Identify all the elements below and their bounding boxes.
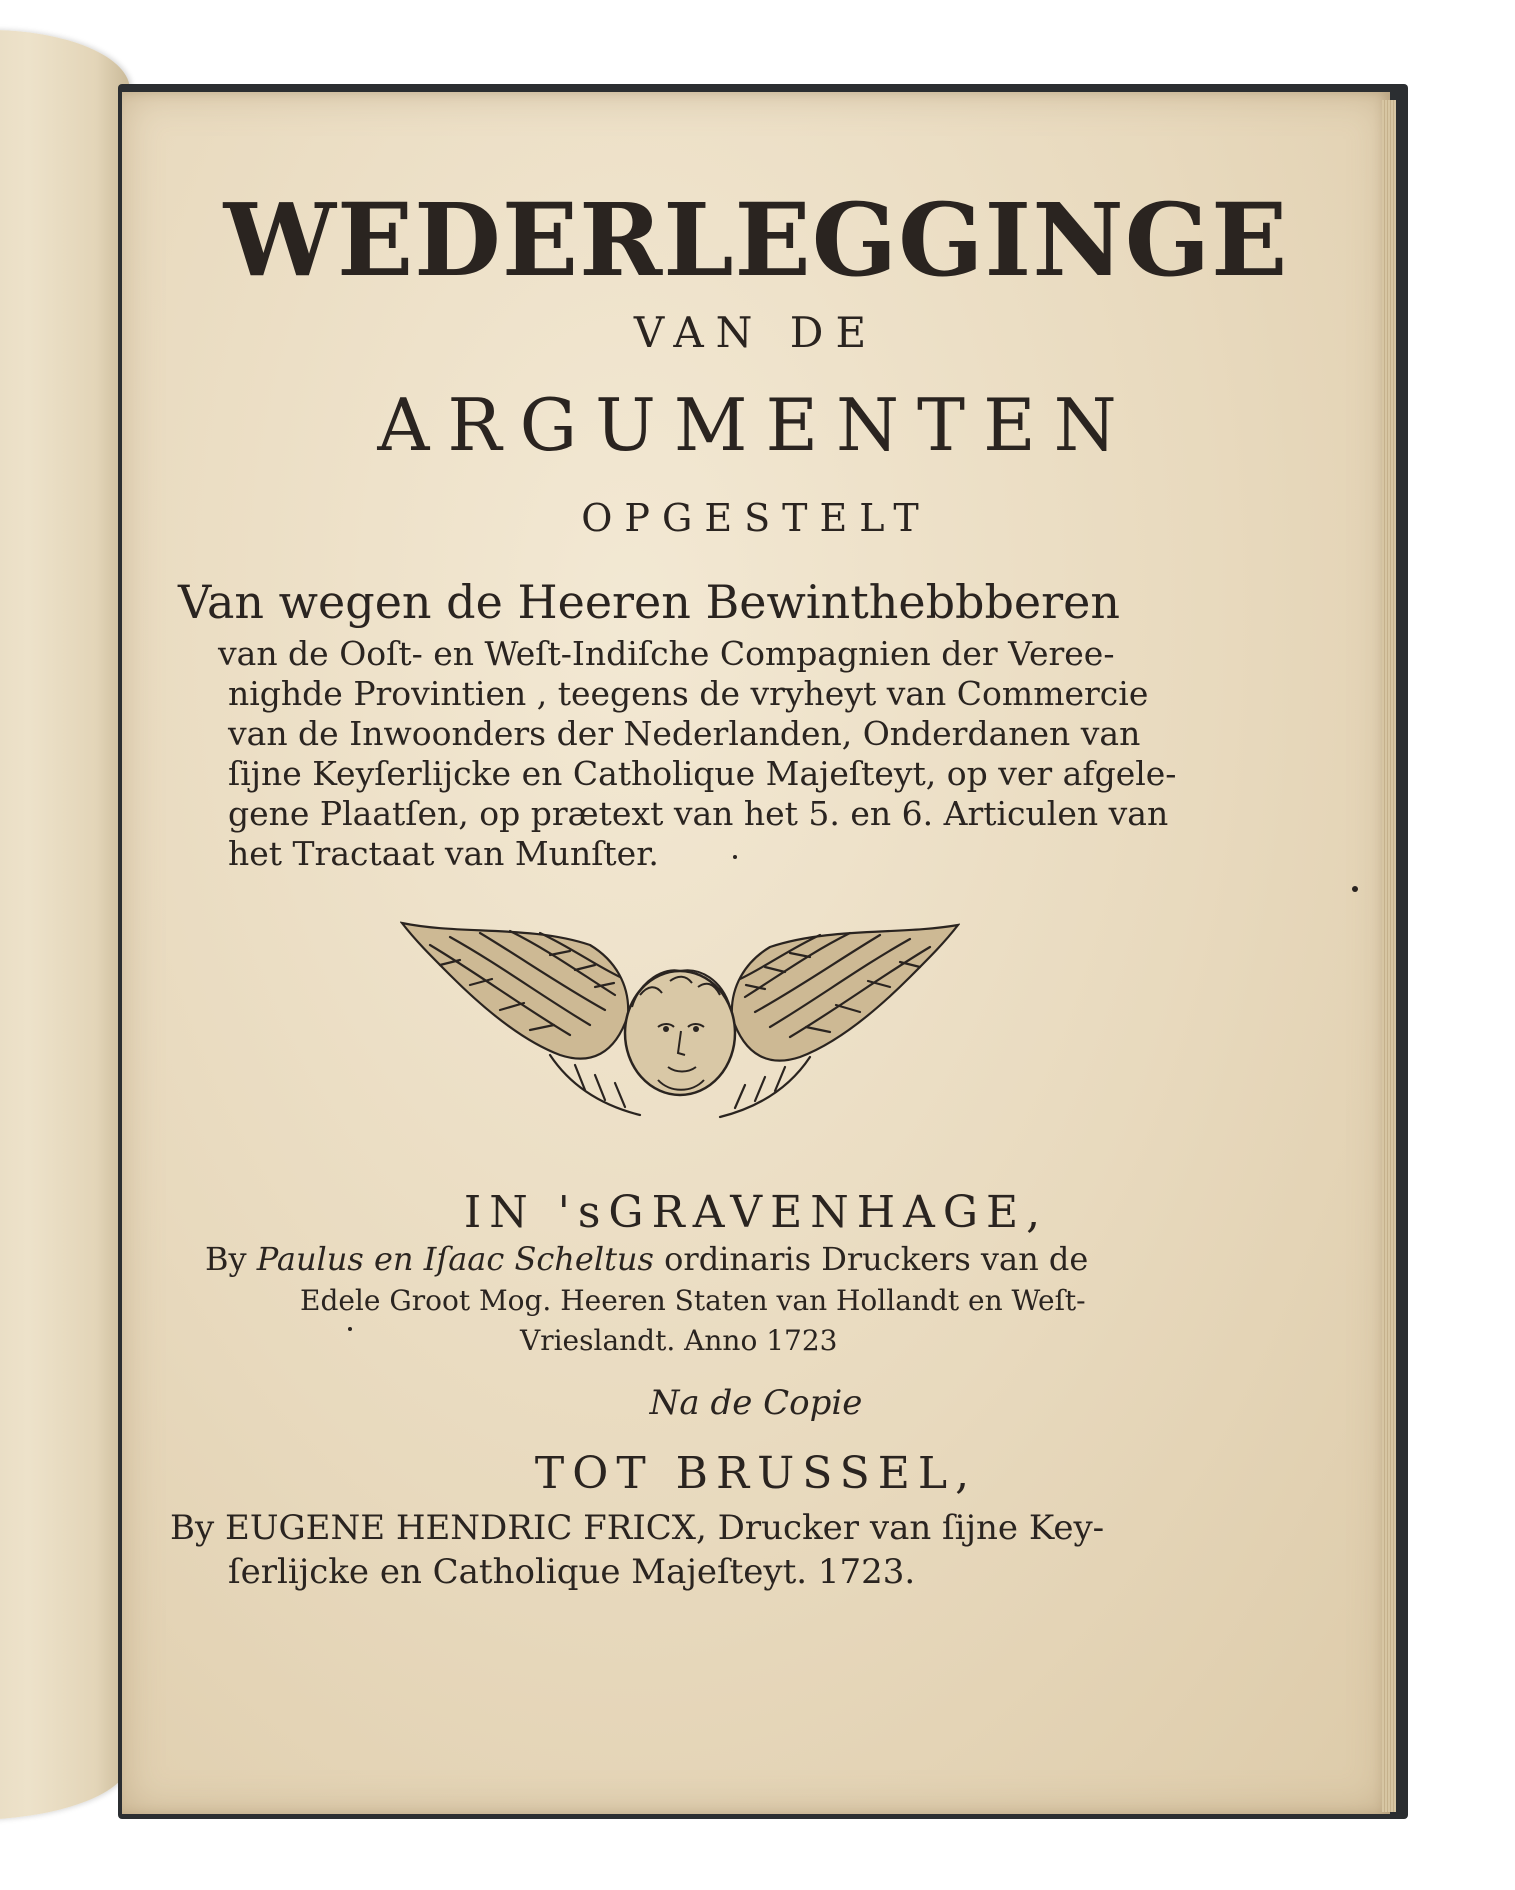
- body-line: gene Plaatſen, op prætext van het 5. en 6. Articulen van: [228, 794, 1169, 833]
- body-line: het Tractaat van Munſter.: [228, 834, 659, 873]
- imprint-printers-names: Paulus en Iſaac Scheltus: [256, 1240, 654, 1278]
- imprint-city: IN 'sGRAVENHAGE,: [463, 1187, 1049, 1238]
- imprint-line: Edele Groot Mog. Heeren Staten van Hollandt en Weſt-: [300, 1284, 1086, 1317]
- body-line: van de Inwoonders der Nederlanden, Onderdanen van: [228, 714, 1141, 753]
- imprint-printers-line: [205, 1240, 1088, 1278]
- page-title: WEDERLEGGINGE: [223, 181, 1289, 299]
- imprint-date-line: Vrieslandt. Anno 1723: [520, 1324, 838, 1357]
- ink-speck: [348, 1327, 352, 1331]
- imprint-printers-rest: ordinaris Druckers van de: [653, 1240, 1089, 1278]
- brussel-printer-line: By EUGENE HENDRIC FRICX, Drucker van ſijne Key-: [170, 1508, 1105, 1548]
- body-lead-line: Van wegen de Heeren Bewinthebbberen: [178, 575, 1120, 629]
- ink-speck: [1352, 886, 1358, 892]
- na-de-copie-label: Na de Copie: [649, 1383, 863, 1423]
- brussel-city: TOT BRUSSEL,: [534, 1448, 978, 1499]
- title-opgestelt: OPGESTELT: [581, 496, 931, 540]
- body-line: ſijne Keyſerlijcke en Catholique Majeſteyt, op ver afgele-: [228, 754, 1177, 793]
- body-line: van de Ooſt- en Weſt-Indiſche Compagnien der Veree-: [218, 634, 1115, 673]
- title-van-de: VAN DE: [633, 308, 879, 357]
- winged-cherub-head-icon: [400, 915, 960, 1130]
- left-page-leaf: [0, 30, 130, 1820]
- ink-speck: [733, 855, 737, 859]
- title-argumenten: ARGUMENTEN: [377, 383, 1135, 467]
- brussel-date-line: ſerlijcke en Catholique Majeſteyt. 1723.: [228, 1552, 916, 1592]
- body-line: nighde Provintien , teegens de vryheyt van Commercie: [228, 674, 1149, 713]
- imprint-by: By: [205, 1240, 247, 1278]
